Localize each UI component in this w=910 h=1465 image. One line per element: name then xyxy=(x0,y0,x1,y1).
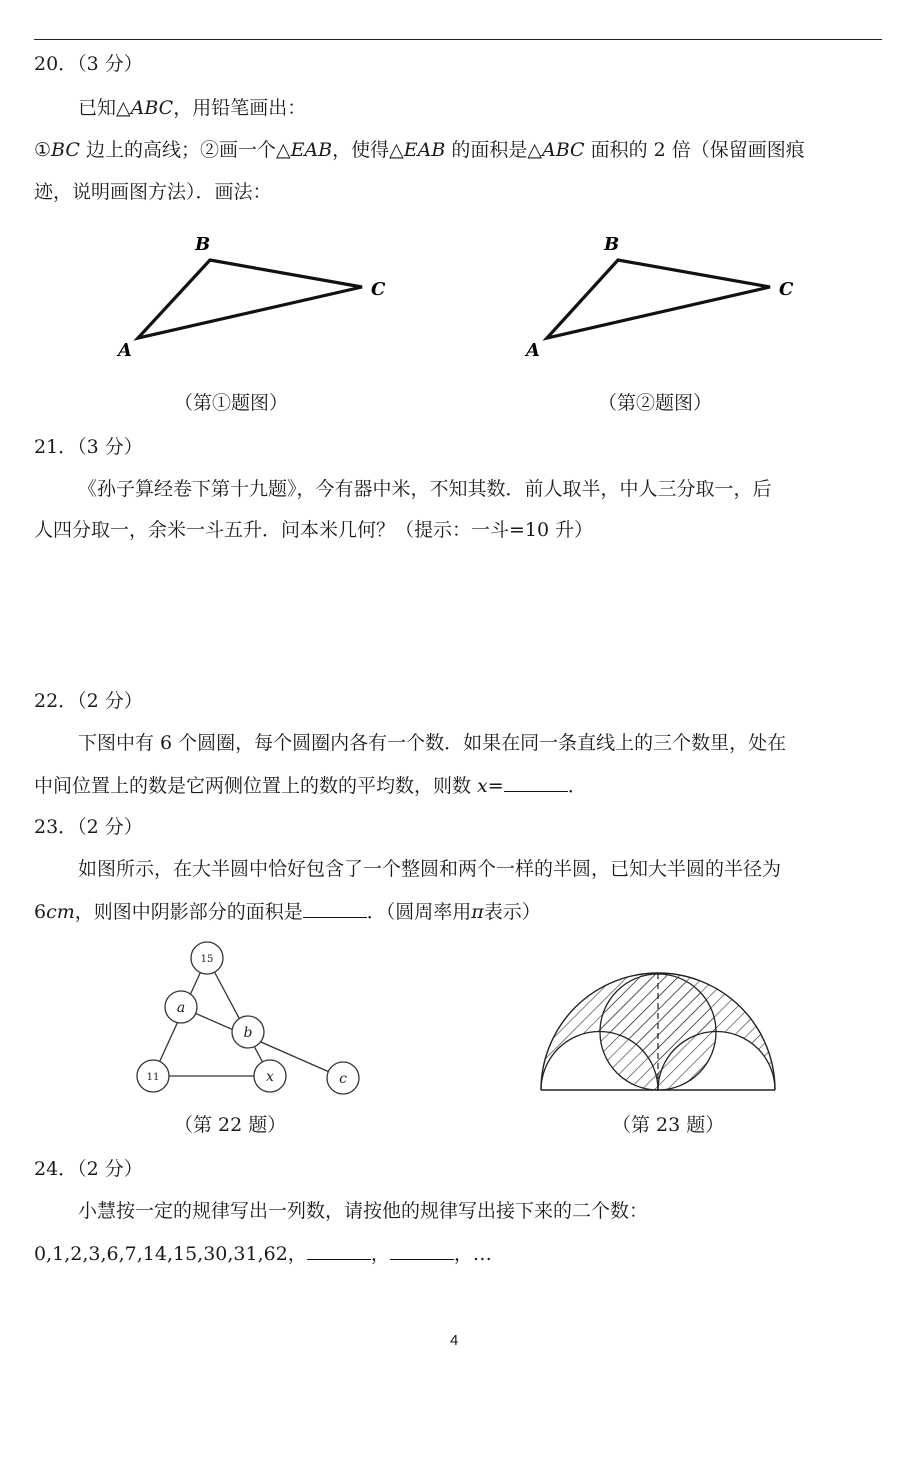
q24-header: 24．（2 分） xyxy=(34,1158,143,1180)
triangle-abc-fig1 xyxy=(138,260,362,338)
figure-22 xyxy=(137,942,359,1094)
q21-line1: 《孙子算经卷下第十九题》，今有器中米，不知其数．前人取半，中人三分取一，后 xyxy=(78,478,772,500)
q24-answer-blank-2[interactable] xyxy=(390,1241,454,1260)
q20-line2: ①BC 边上的高线；②画一个△EAB，使得△EAB 的面积是△ABC 面积的 2 倍（保留画图痕 xyxy=(34,139,805,161)
q21-line2: 人四分取一，余米一斗五升．问本米几何？（提示：一斗=10 升） xyxy=(34,519,594,541)
fig1-caption: （第①题图） xyxy=(174,392,289,414)
q22-line1: 下图中有 6 个圆圈，每个圆圈内各有一个数．如果在同一条直线上的三个数里，处在 xyxy=(78,732,787,754)
label-c: c xyxy=(339,1071,347,1087)
q24-answer-blank-1[interactable] xyxy=(307,1241,371,1260)
q24-sequence: 0,1,2,3,6,7,14,15,30,31,62， ， ，… xyxy=(34,1243,492,1265)
q23-answer-blank[interactable] xyxy=(303,899,367,918)
q20-header: 20．（3 分） xyxy=(34,53,143,75)
vertex-a-fig1: A xyxy=(118,340,132,361)
vertex-b-fig2: B xyxy=(604,234,620,255)
label-15: 15 xyxy=(200,954,214,965)
q23-line2: 6cm，则图中阴影部分的面积是 ．（圆周率用π表示） xyxy=(34,901,541,923)
q20-line3: 迹，说明画图方法）．画法： xyxy=(34,181,272,203)
vertex-b-fig1: B xyxy=(195,234,211,255)
fig2-caption: （第②题图） xyxy=(598,392,713,414)
fig22-caption: （第 22 题） xyxy=(174,1114,287,1136)
q22-answer-blank[interactable] xyxy=(504,773,568,792)
q23-line1: 如图所示，在大半圆中恰好包含了一个整圆和两个一样的半圆，已知大半圆的半径为 xyxy=(78,858,782,880)
label-b: b xyxy=(243,1025,253,1041)
page-number: 4 xyxy=(450,1332,459,1349)
vertex-c-fig1: C xyxy=(371,279,386,300)
vertex-c-fig2: C xyxy=(779,279,794,300)
figure-23 xyxy=(541,973,775,1090)
label-x: x xyxy=(266,1069,274,1085)
q23-header: 23．（2 分） xyxy=(34,816,143,838)
triangle-abc-fig2 xyxy=(547,260,770,338)
q24-line1: 小慧按一定的规律写出一列数，请按他的规律写出接下来的二个数： xyxy=(78,1200,649,1222)
q21-header: 21．（3 分） xyxy=(34,436,143,458)
q22-line2: 中间位置上的数是它两侧位置上的数的平均数，则数 x= ． xyxy=(34,775,587,797)
label-11: 11 xyxy=(146,1072,160,1083)
label-a: a xyxy=(176,1000,186,1016)
fig23-caption: （第 23 题） xyxy=(612,1114,725,1136)
q22-header: 22．（2 分） xyxy=(34,690,143,712)
vertex-a-fig2: A xyxy=(526,340,540,361)
q20-line1: 已知△ABC，用铅笔画出： xyxy=(78,97,307,119)
